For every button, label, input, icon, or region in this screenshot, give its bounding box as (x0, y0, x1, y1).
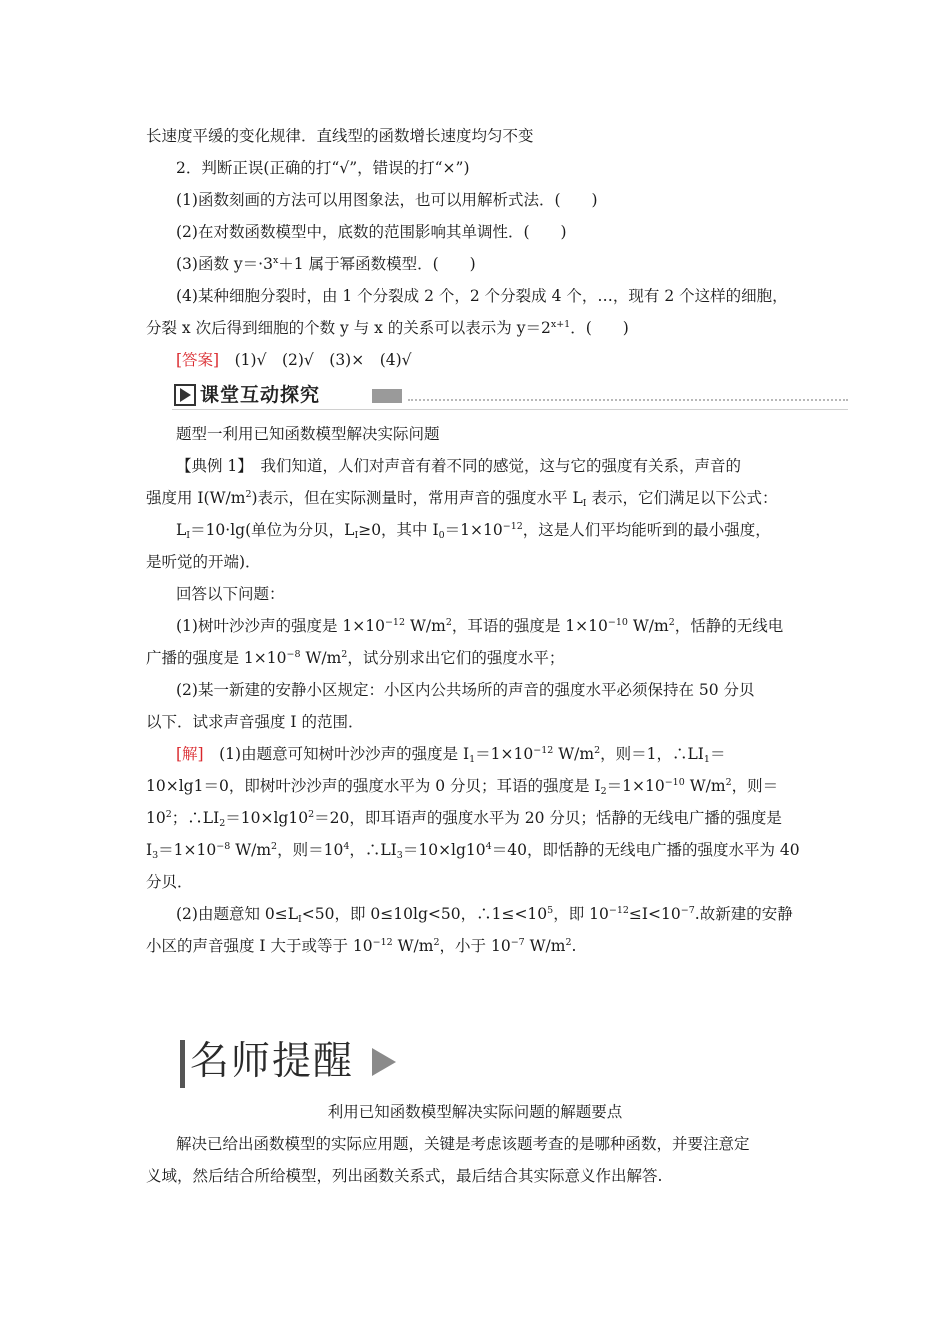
tip-bar (180, 1040, 185, 1088)
tip-title: 名师提醒 (190, 1039, 355, 1084)
question-item-4: (4)某种细胞分裂时，由 1 个分裂成 2 个，2 个分裂成 4 个，…，现有 2 个这样的细胞， (176, 287, 788, 305)
solution-line: [解] (1)由题意可知树叶沙沙声的强度是 $I_1=1\times 10^{-12}$ $W/m^2$，则＝1，$\therefore LI_1=$ (176, 745, 726, 765)
text-line: $I_3=1\times 10^{-8}$ $W/m^2$，则$=10^4$，$\therefore LI_3=10\times\lg 10^4=40$，即恬静的无线电广播的强度水平为 40 (146, 841, 800, 861)
section-banner (172, 382, 848, 410)
tip-paragraph: 义域，然后结合所给模型，列出函数关系式，最后结合其实际意义作出解答. (146, 1167, 663, 1185)
sub-question-1: (1)树叶沙沙声的强度是 $1\times 10^{-12}$ $W/m^2$，耳语的强度是 $1\times 10^{-10}$ $W/m^2$，恬静的无线电 (176, 617, 784, 635)
sub-question-2: (2)某一新建的安静小区规定：小区内公共场所的声音的强度水平必须保持在 50 分贝 (176, 681, 755, 699)
question-item-1: (1)函数刻画的方法可以用图象法，也可以用解析式法．( ) (176, 191, 598, 209)
question-item-2: (2)在对数函数模型中，底数的范围影响其单调性．( ) (176, 223, 567, 241)
answer-label: [答案] (176, 351, 220, 369)
text-line: 小区的声音强度 I 大于或等于 $10^{-12}$ $W/m^2$，小于 $10^{-7}$ $W/m^2$. (146, 937, 577, 955)
formula-line: $L_I=10\cdot\lg$(单位为分贝，$L_I\ge 0$，其中 $I_0=1\times 10^{-12}$，这是人们平均能听到的最小强度， (176, 521, 771, 541)
text-line: 分贝． (146, 873, 193, 891)
tip-paragraph: 解决已给出函数模型的实际应用题，关键是考虑该题考查的是哪种函数，并要注意定 (176, 1135, 750, 1153)
section-banner-title: 课堂互动探究 (200, 384, 321, 406)
triangle-arrow-icon (372, 1048, 396, 1076)
text-line: 强度用 $I(W/m^2)$表示，但在实际测量时，常用声音的强度水平 $L_I$ 表示，它们满足以下公式： (146, 489, 778, 509)
question-heading: 2．判断正误(正确的打“√”，错误的打“×”) (176, 159, 470, 177)
banner-dotted-line (408, 399, 848, 401)
answer-line: [答案] (1)√ (2)√ (3)× (4)√ (176, 351, 412, 369)
banner-grey-block (372, 389, 402, 403)
example-line: 【典例 1】 我们知道，人们对声音有着不同的感觉，这与它的强度有关系，声音的 (176, 457, 742, 475)
text-line: 回答以下问题： (176, 585, 285, 603)
text-line: 以下．试求声音强度 I 的范围． (146, 713, 364, 731)
tip-subtitle: 利用已知函数模型解决实际问题的解题要点 (327, 1103, 623, 1121)
text-line: 广播的强度是 $1\times 10^{-8}$ $W/m^2$，试分别求出它们的强度水平； (146, 649, 565, 667)
text-line: 10×lg1＝0，即树叶沙沙声的强度水平为 0 分贝；耳语的强度是 $I_2=1\times 10^{-10}$ $W/m^2$，则＝ (146, 777, 779, 797)
text-line: $10^2$；$\therefore LI_2=10\times\lg 10^2=20$，即耳语声的强度水平为 20 分贝；恬静的无线电广播的强度是 (146, 809, 782, 829)
text-line: 是听觉的开端)． (146, 553, 261, 571)
question-item-3: (3)函数 $y=\cdot 3^x+1$ 属于幂函数模型．( ) (176, 255, 476, 273)
text-line: 分裂 x 次后得到细胞的个数 y 与 x 的关系可以表示为 $y=2^{x+1}$．( ) (146, 319, 629, 337)
text-line: 长速度平缓的变化规律．直线型的函数增长速度均匀不变 (146, 127, 534, 145)
play-box-icon (174, 384, 196, 406)
solution-label: [解] (176, 745, 204, 763)
banner-rule (172, 409, 848, 410)
topic-heading: 题型一利用已知函数模型解决实际问题 (176, 425, 440, 443)
solution-part-2: (2)由题意知 $0\le L_I<50$，即 0≤10lg<50，$\therefore 1\le<10^5$，即 $10^{-12}\le I<10^{-7}$.故新建的安静 (176, 905, 793, 925)
